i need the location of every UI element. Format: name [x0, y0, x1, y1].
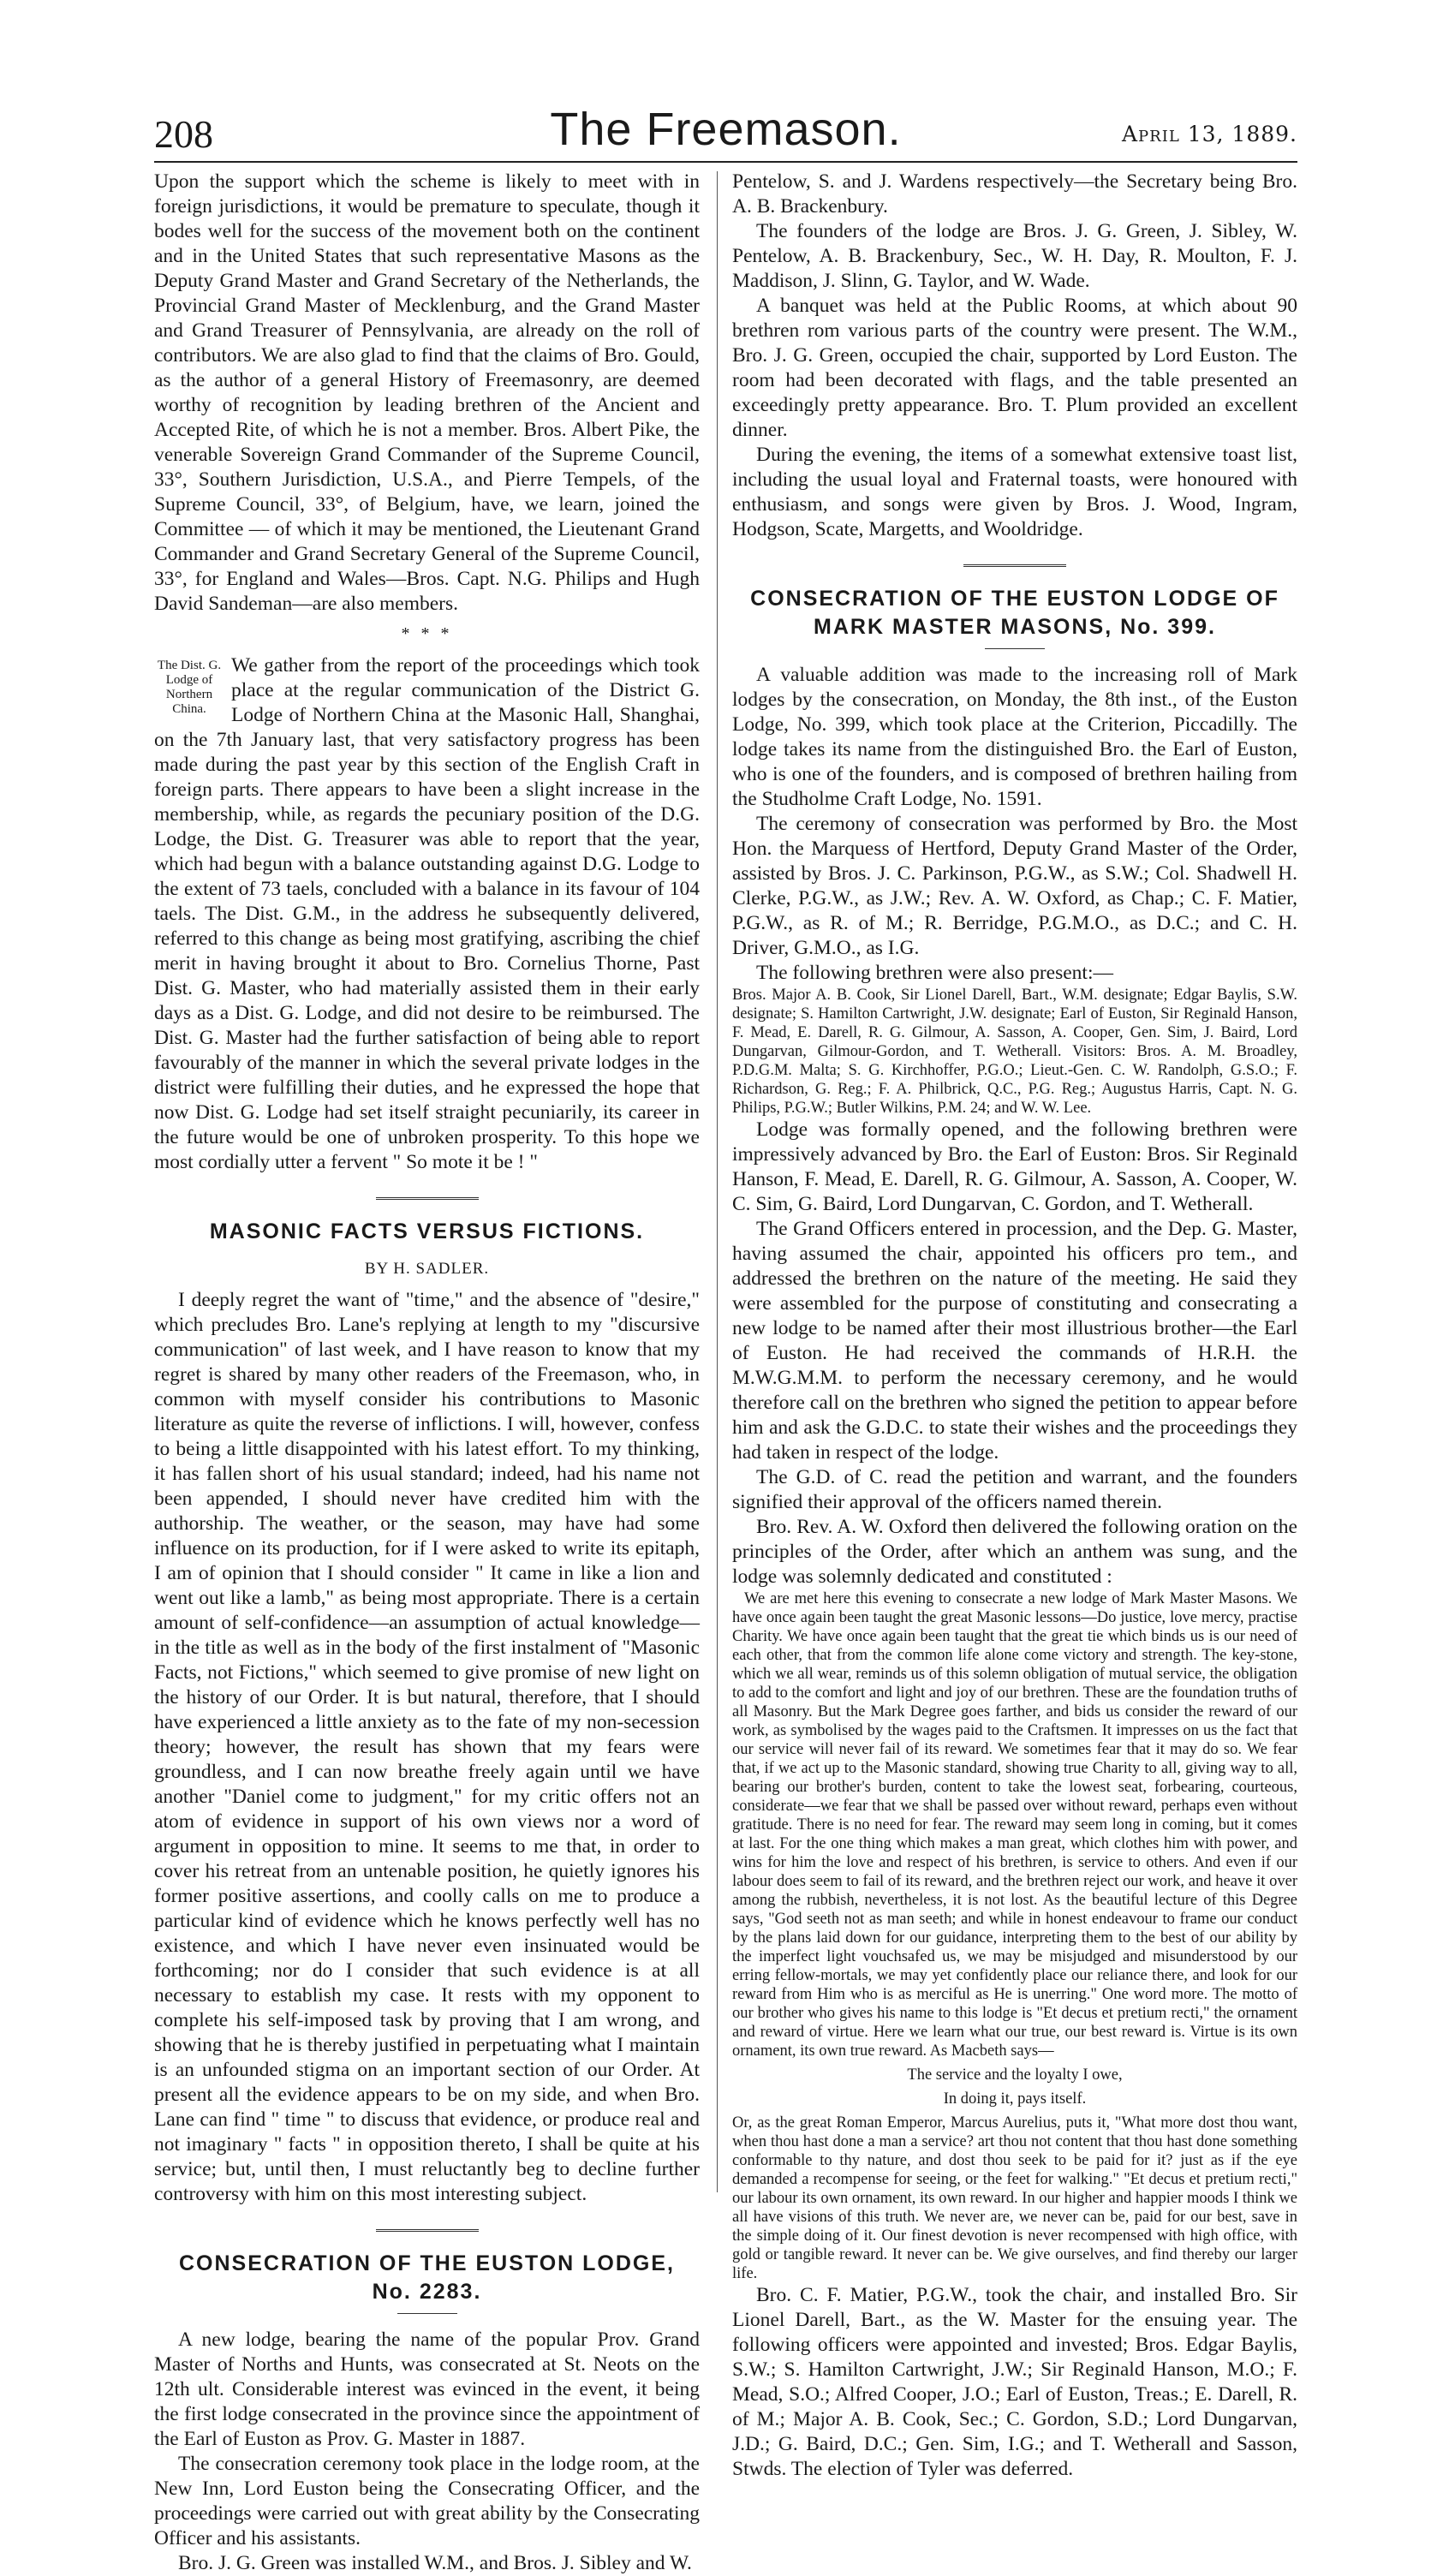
paragraph: A valuable addition was made to the increasing roll of Mark lodges by the consecration, on Monday, the 8th inst., of the Euston Lodge, No. 399, which took place at the Criterion, Piccadilly. The lodge takes its name from the distinguished Bro. the Earl of Euston, who is one of the founders, and is composed of brethren hailing from the Studholme Craft Lodge, No. 1591. — [732, 664, 1297, 810]
left-column — [154, 170, 700, 2576]
paragraph: The G.D. of C. read the petition and warrant, and the founders signified their approval of the officers named therein. — [732, 1466, 1297, 1513]
verse-line: In doing it, pays itself. — [943, 2090, 1087, 2108]
column-divider — [717, 171, 718, 2192]
heading-rule — [985, 648, 1045, 649]
paragraph: The founders of the lodge are Bros. J. G. Green, J. Sibley, W. Pentelow, A. B. Brackenbury, Sec., W. H. Day, R. Moulton, F. J. Maddison, J. Slinn, G. Taylor, and W. Wade. — [732, 220, 1297, 292]
page-number: 208 — [154, 112, 213, 156]
paragraph: During the evening, the items of a somewhat extensive toast list, including the usual loyal and Fraternal toasts, were honoured with enthusiasm, and songs were given by Bros. J. Wood, Ingram, Hodgson, Scate, Margetts, and Wooldridge. — [732, 444, 1297, 540]
section-stars: * * * — [401, 624, 453, 643]
paragraph: The consecration ceremony took place in the lodge room, at the New Inn, Lord Euston being the Consecrating Officer, and the proceedings were carried out with great ability by the Consecrating Officer and his assistants. — [154, 2453, 700, 2549]
paragraph: The following brethren were also present:— — [756, 962, 1113, 984]
article-heading: CONSECRATION OF THE EUSTON LODGE OF — [750, 587, 1279, 611]
attendee-list — [732, 986, 1297, 1118]
heading-rule — [397, 2313, 457, 2314]
article-heading-sub: No. 2283. — [372, 2280, 482, 2304]
article-heading-sub: MARK MASTER MASONS, No. 399. — [814, 615, 1216, 639]
paragraph: The Grand Officers entered in procession, and the Dep. G. Master, having assumed the chair, appointed his officers pro tem., and addressed the brethren on the nature of the meeting. He said they were assembled for the purpose of constituting and consecrating a new lodge to be named after their most illustrious brother—the Earl of Euston. He had received the commands of H.R.H. the M.W.G.M.M. to perform the necessary ceremony, and he would therefore call on the brethren who signed the petition to appear before him and ask the G.D.C. to state their wishes and the proceedings they had taken in respect of the lodge. — [732, 1218, 1297, 1464]
paragraph: Lodge was formally opened, and the following brethren were impressively advanced by Bro. the Earl of Euston: Bros. Sir Reginald Hanson, F. Mead, E. Darell, R. G. Gilmour, A. Sasson, A. Cooper, W. C. Sim, G. Baird, Lord Dungarvan, C. Gordon, and T. Wetherall. — [732, 1118, 1297, 1215]
paragraph: Bro. Rev. A. W. Oxford then delivered the following oration on the principles of the Order, after which an anthem was sung, and the lodge was solemnly dedicated and constituted : — [732, 1516, 1297, 1588]
margin-note: The Dist. G. Lodge of Northern China. — [157, 659, 222, 716]
paragraph: Upon the support which the scheme is likely to meet with in foreign jurisdictions, it would be premature to speculate, though it bodes well for the success of the movement both on the continent and in the United States that such representative Masons as the Deputy Grand Master and Grand Secretary of the Netherlands, the Provincial Grand Master of Mecklenburg, and the Grand Master and Grand Treasurer of Pennsylvania, are already on the roll of contributors. We are also glad to find that the claims of Bro. Gould, as the author of a general History of Freemasonry, are deemed worthy of recognition by leading brethren of the Ancient and Accepted Rite, of which he is not a member. Bros. Albert Pike, the venerable Sovereign Grand Commander of the Supreme Council, 33°, Southern Jurisdiction, U.S.A., and Pierre Tempels, of the Supreme Council, 33°, of Belgium, have, we learn, joined the Committee — of which it may be mentioned, the Lieutenant Grand Commander and Grand Secretary General of the Supreme Council, 33°, for England and Wales—Bros. Capt. N.G. Philips and Hugh David Sandeman—are also members. — [154, 170, 700, 615]
oration — [732, 1589, 1297, 2283]
heading-rule — [376, 1197, 479, 1202]
publication-title: The Freemason. — [550, 104, 902, 155]
article-heading: MASONIC FACTS VERSUS FICTIONS. — [209, 1219, 645, 1243]
byline: BY H. SADLER. — [364, 1260, 490, 1278]
paragraph: The ceremony of consecration was performed by Bro. the Most Hon. the Marquess of Hertford, Deputy Grand Master of the Order, assisted by Bros. J. C. Parkinson, P.G.W., as S.W.; Col. Shadwell H. Clerke, P.G.W., as J.W.; Rev. A. W. Oxford, as Chap.; C. F. Matier, P.G.W., as R. of M.; R. Berridge, P.G.M.O., as D.C.; and C. H. Driver, G.M.O., as I.G. — [732, 813, 1297, 959]
right-column — [732, 170, 1297, 2482]
paragraph: We are met here this evening to consecrate a new lodge of Mark Master Masons. We have once again been taught the great Masonic lessons—Do justice, love mercy, practise Charity. We have once again been taught that the great tie which binds us is our need of each other, that from the common life alone come victory and strength. The key-stone, which we all wear, reminds us of this solemn obligation of mutual service, the obligation to add to the comfort and light and joy of our brethren. These are the foundation truths of all Masonry. But the Mark Degree goes farther, and bids us consider the reward of our work, as symbolised by the wages paid to the Craftsmen. It impresses on us the fact that our service will never fail of its reward. We sometimes fear that it may do so. We fear that, if we act up to the Masonic standard, showing true Charity to all, giving way to all, bearing our brother's burden, content to take the lowest seat, forbearing, courteous, considerate—we fear that we shall be passed over without reward, perhaps even without gratitude. There is no need for fear. The reward may seem long in coming, but it comes at last. For the one thing which makes a man great, which clothes him with power, and wins for him the love and respect of his brethren, is service to others. And even if our labour does seem to fail of its reward, and the brethren reject our work, and heave it over among the rubbish, nevertheless, it is not lost. As the beautiful lecture of this Degree says, "God seeth not as man seeth; and while in honest endeavour to frame our conduct by the plans laid down for our guidance, interpreting them to the best of our ability by the imperfect light vouchsafed us, we may be misjudged and misunderstood by our erring fellow-mortals, we may yet confidently place our reliance there, and look for our reward from Him who is as merciful as He is unerring." One word more. The motto of our brother who gives his name to this lodge is "Et decus et pretium recti," the ornament and reward of virtue. Here we learn what our true, our best reward is. Virtue is its own ornament, its own true reward. As Macbeth says— — [732, 1590, 1297, 2060]
paragraph: We gather from the report of the proceedings which took place at the regular communication of the District G. Lodge of Northern China at the Masonic Hall, Shanghai, on the 7th January last, that very satisfactory progress has been made during the past year by this section of the English Craft in foreign parts. There appears to have been a slight increase in the membership, while, as regards the pecuniary position of the D.G. Lodge, the Dist. G. Treasurer was able to report that the year, which had begun with a balance outstanding against D.G. Lodge to the extent of 73 taels, concluded with a balance in its favour of 104 taels. The Dist. G.M., in the address he subsequently delivered, referred to this change as being most gratifying, ascribing the chief merit in having brought it about to Bro. Cornelius Thorne, Past Dist. G. Master, who had materially assisted them in their early days as a Dist. G. Lodge, and did not desire to be reimbursed. The Dist. G. Master had the further satisfaction of being able to report favourably of the manner in which the several private lodges in the district were fulfilling their duties, and he expressed the hope that now Dist. G. Lodge had set itself straight pecuniarily, its career in the future would be one of unbroken prosperity. To this hope we most cordially utter a fervent " So mote it be ! " — [154, 654, 700, 1173]
district-lodge-article — [154, 653, 700, 1175]
paragraph: A banquet was held at the Public Rooms, at which about 90 brethren rom various parts of the country were present. The W.M., Bro. J. G. Green, occupied the chair, supported by Lord Euston. The room had been decorated with flags, and the table presented an exceedingly pretty appearance. Bro. T. Plum provided an excellent dinner. — [732, 295, 1297, 441]
masthead-rule — [154, 161, 1297, 163]
paragraph: Or, as the great Roman Emperor, Marcus Aurelius, puts it, "What more dost thou want, when thou hast done a man a service? art thou not content that thou hast done something conformable to thy nature, and dost thou seek to be paid for it? just as if the eye demanded a recompense for seeing, or the feet for walking." "Et decus et pretium recti," our labour its own ornament, its own reward. In our higher and happier moods I think we all have visions of this truth. We never are, we never can be, paid for our best, save in the simple doing of it. Our finest devotion is never recompensed with high office, with gold or tangible reward. It never can be. We give ourselves, and find thereby our larger life. — [732, 2114, 1297, 2282]
article-heading: CONSECRATION OF THE EUSTON LODGE, — [179, 2251, 675, 2275]
paragraph: Pentelow, S. and J. Wardens respectively—the Secretary being Bro. A. B. Brackenbury. — [732, 170, 1297, 218]
paragraph: A new lodge, bearing the name of the popular Prov. Grand Master of Norths and Hunts, was consecrated at St. Neots on the 12th ult. Considerable interest was evinced in the event, it being the first lodge consecrated in the province since the appointment of the Earl of Euston as Prov. G. Master in 1887. — [154, 2329, 700, 2450]
heading-rule — [376, 2229, 479, 2234]
paragraph: I deeply regret the want of "time," and the absence of "desire," which precludes Bro. Lane's replying at length to my "discursive communication" of last week, and I have reason to know that my regret is shared by many other readers of the Freemason, who, in common with myself consider his contributions to Masonic literature as quite the reverse of inflictions. I will, however, confess to being a little disappointed with his latest effort. To my thinking, it has fallen short of his usual standard; indeed, had his name not been appended, I should never have credited him with the authorship. The weather, or the season, may have had some influence on its production, for if I were asked to write its epitaph, I am of opinion that I should consider " It came in like a lion and went out like a lamb," as being most appropriate. There is a certain amount of self-confidence—an assumption of actual knowledge—in the title as well as in the body of the first instalment of "Masonic Facts, not Fictions," which seemed to give promise of new light on the history of our Order. It is but natural, therefore, that I should have experienced a little anxiety as to the fate of my non-secession theory; however, the result has shown that my fears were groundless, and I can now breathe freely again until we have another "Daniel come to judgment," for my critic offers not an atom of evidence in support of his own views nor a word of argument in opposition to mine. It seems to me that, in order to cover his retreat from an untenable position, he quietly ignores his former positive assertions, and coolly calls on me to produce a particular kind of evidence which he knows perfectly well has no existence, and which I have never even insinuated would be forthcoming; nor do I consider that such evidence is at all necessary to establish my case. It rests with my opponent to complete his self-imposed task by proving that I am wrong, and showing that he is thereby justified in perpetuating what I maintain is an unfounded stigma on an important section of our Order. At present all the evidence appears to be on my side, and when Bro. Lane can find " time " to discuss that evidence, or produce real and not imaginary " facts " in opposition thereto, I shall be quite at his service; but, until then, I must reluctantly beg to decline further controversy with him on this most interesting subject. — [154, 1289, 700, 2205]
issue-date: April 13, 1889. — [1121, 122, 1297, 146]
paragraph: Bro. J. G. Green was installed W.M., and Bros. J. Sibley and W. — [178, 2552, 692, 2574]
verse-line: The service and the loyalty I owe, — [907, 2066, 1123, 2084]
paragraph: Bros. Major A. B. Cook, Sir Lionel Darell, Bart., W.M. designate; Edgar Baylis, S.W. designate; S. Hamilton Cartwright, J.W. designate; Earl of Euston, Sir Reginald Hanson, F. Mead, E. Darell, R. G. Gilmour, A. Sasson, A. Cooper, Gen. Sim, J. Baird, Lord Dungarvan, Gilmour-Gordon, and T. Wetherall. Visitors: Bros. A. M. Broadley, P.D.G.M. Malta; S. G. Kirchhoffer, P.G.O.; Lieut.-Gen. C. W. Randolph, G.S.O.; F. Richardson, G. Reg.; F. A. Philbrick, Q.C., P.G. Reg.; Augustus Harris, Capt. N. G. Philips, P.G.W.; Butler Wilkins, P.M. 24; and W. W. Lee. — [732, 987, 1297, 1117]
heading-rule — [963, 564, 1066, 569]
paragraph: Bro. C. F. Matier, P.G.W., took the chair, and installed Bro. Sir Lionel Darell, Bart., as the W. Master for the ensuing year. The following officers were appointed and invested; Bros. Edgar Baylis, S.W.; S. Hamilton Cartwright, J.W.; Sir Reginald Hanson, M.O.; F. Mead, S.O.; Alfred Cooper, J.O.; Earl of Euston, Treas.; E. Darell, R. of M.; Major A. B. Cook, Sec.; C. Gordon, S.D.; Lord Dungarvan, J.D.; G. Baird, D.C.; Gen. Sim, I.G.; and T. Wetherall and Sasson, Stwds. The election of Tyler was deferred. — [732, 2284, 1297, 2480]
